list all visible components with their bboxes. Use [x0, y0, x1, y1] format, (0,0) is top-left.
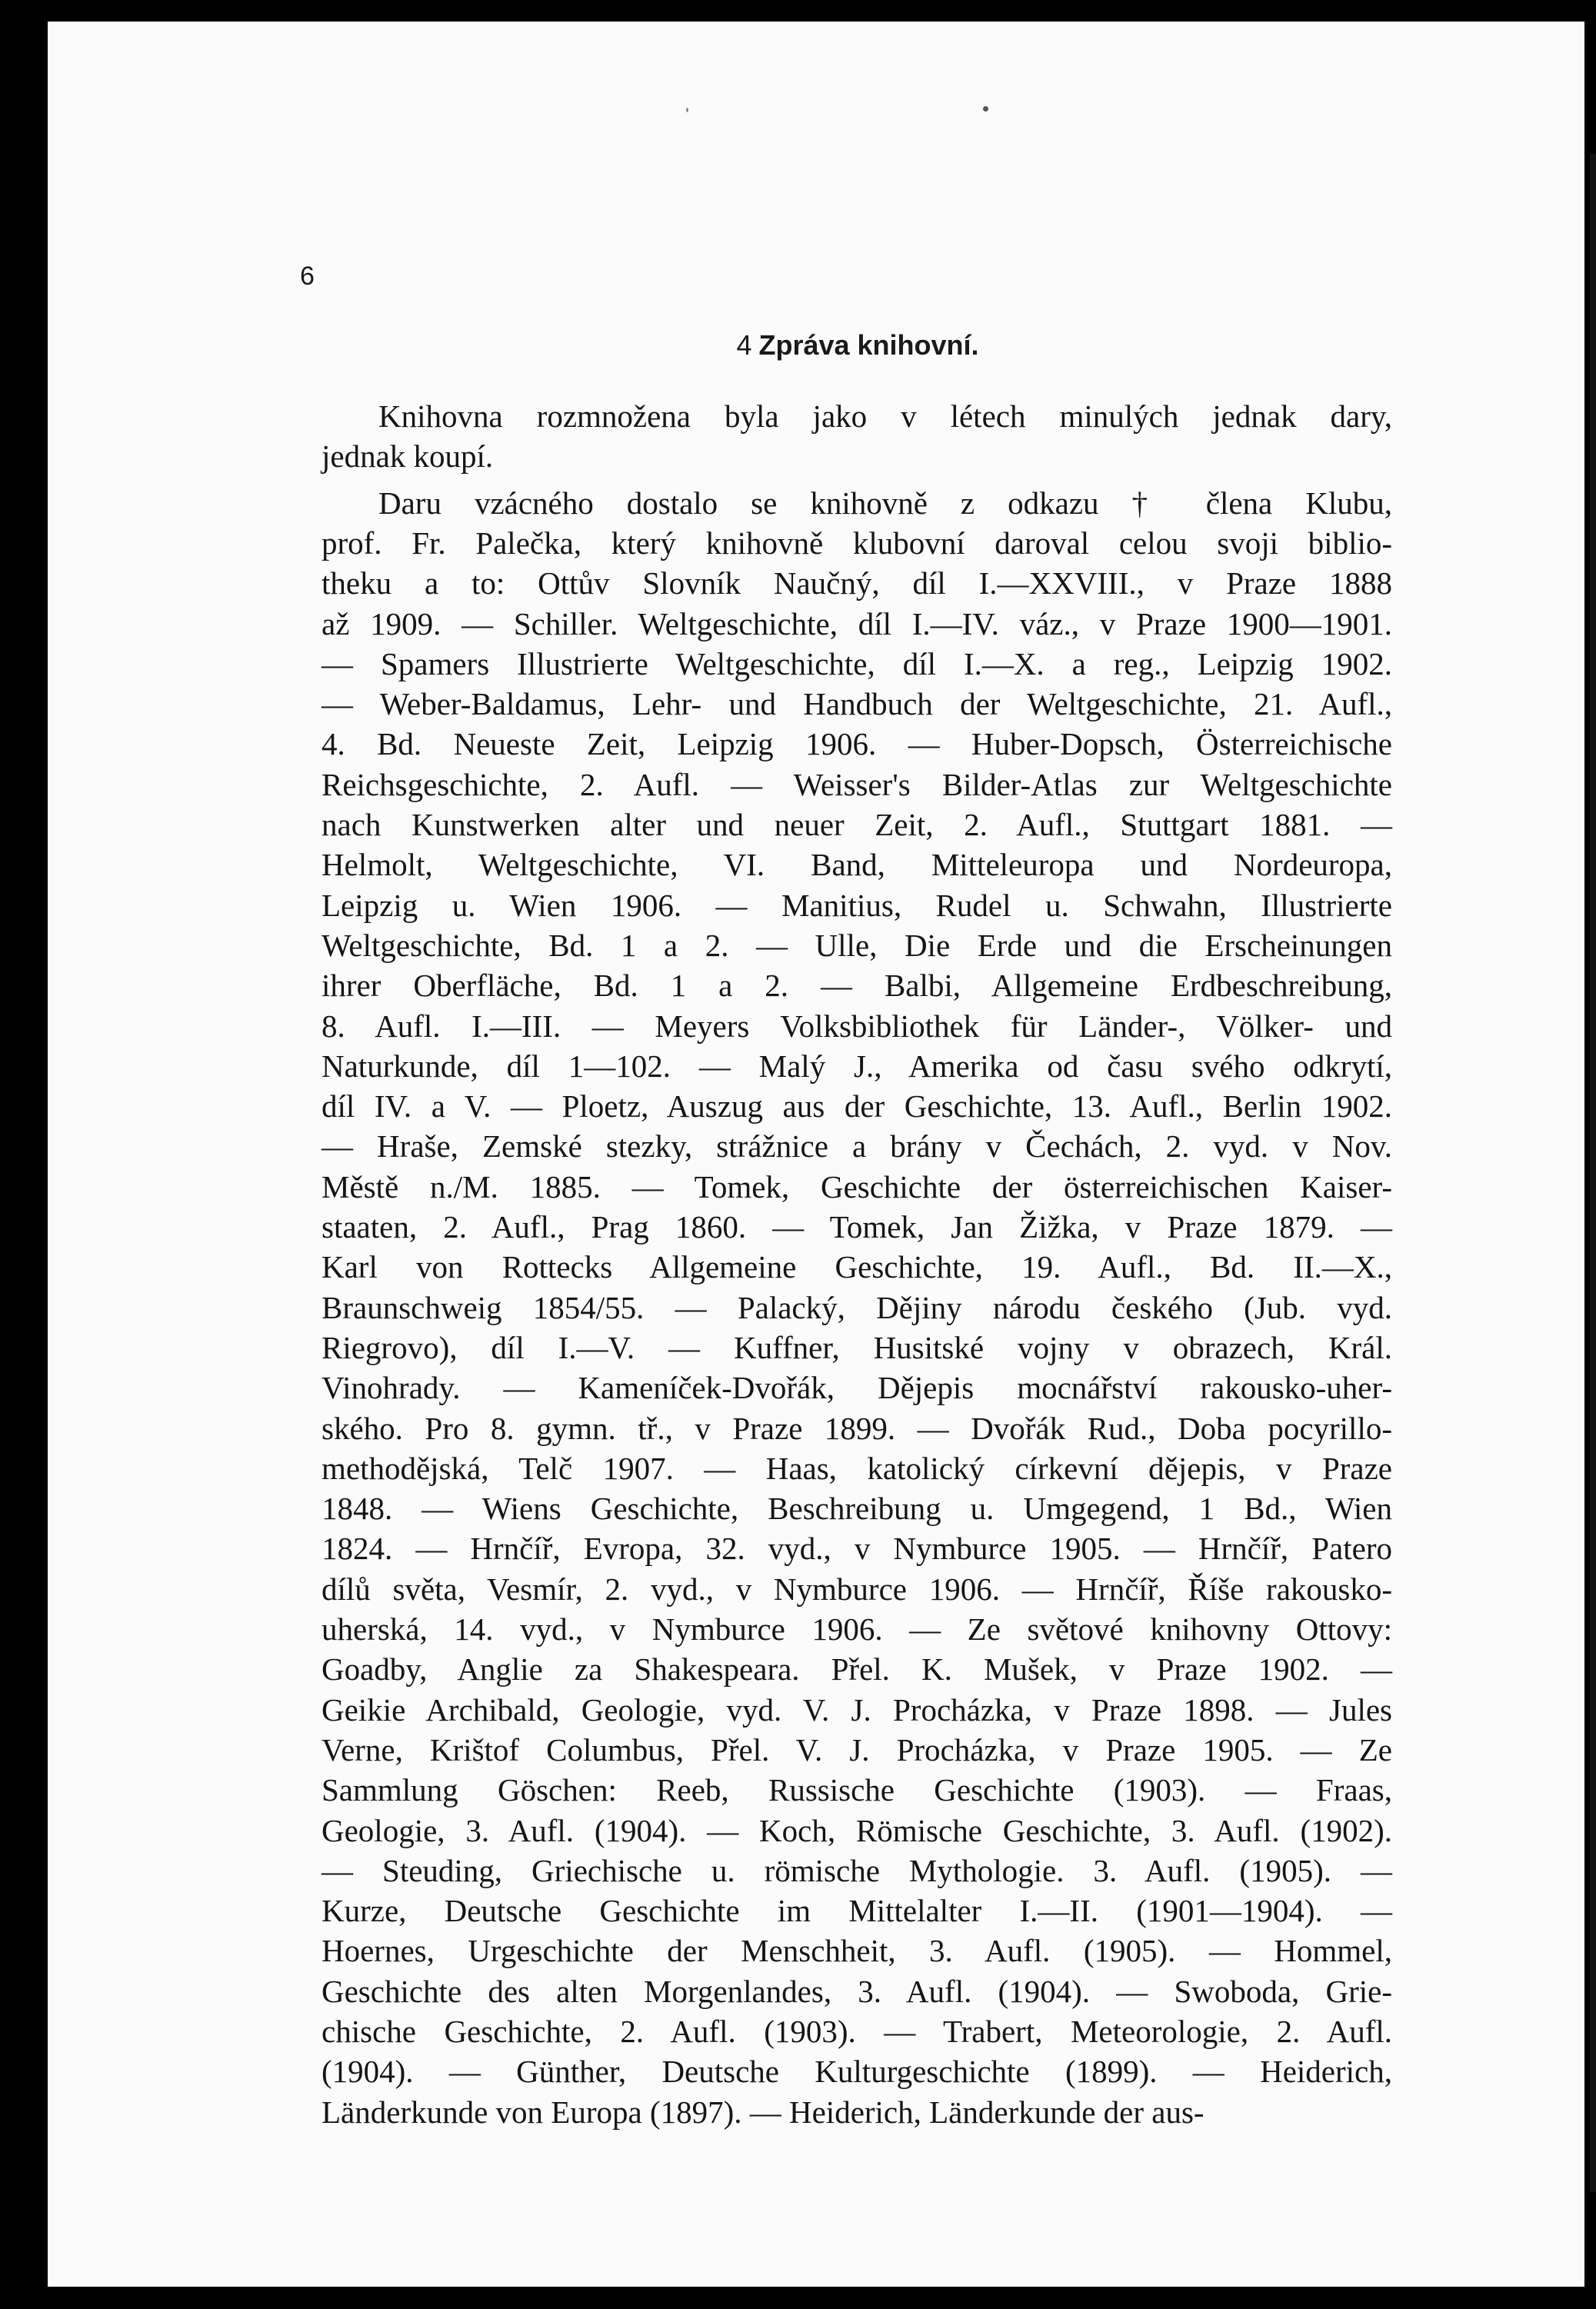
scan-edge [1590, 154, 1596, 2192]
text-line: Geschichte des alten Morgenlandes, 3. Aufl. (1904). — Swoboda, Grie- [322, 1974, 1392, 2009]
text-line: theku a to: Ottův Slovník Naučný, díl I.—XXVIII., v Praze 1888 [322, 565, 1392, 601]
text-line: methodějská, Telč 1907. — Haas, katolický církevní dějepis, v Praze [322, 1451, 1392, 1486]
text-line: Daru vzácného dostalo se knihovně z odkazu † člena Klubu, [378, 485, 1392, 521]
text-line: Naturkunde, díl 1—102. — Malý J., Amerika od času svého odkrytí, [322, 1048, 1392, 1084]
text-line: Goadby, Anglie za Shakespeara. Přel. K. Mušek, v Praze 1902. — [322, 1651, 1392, 1687]
section-title: Zpráva knihovní. [758, 329, 979, 361]
text-line: Knihovna rozmnožena byla jako v létech minulých jednak dary, [378, 398, 1392, 434]
text-line: Sammlung Göschen: Reeb, Russische Geschichte (1903). — Fraas, [322, 1772, 1392, 1808]
text-line: nach Kunstwerken alter und neuer Zeit, 2. Aufl., Stuttgart 1881. — [322, 807, 1392, 842]
text-line: ského. Pro 8. gymn. tř., v Praze 1899. — Dvořák Rud., Doba pocyrillo- [322, 1411, 1392, 1446]
text-line: díl IV. a V. — Ploetz, Auszug aus der Geschichte, 13. Aufl., Berlin 1902. [322, 1088, 1392, 1124]
text-line: Městě n./M. 1885. — Tomek, Geschichte der österreichischen Kaiser- [322, 1169, 1392, 1204]
section-number: 4 [736, 329, 752, 361]
text-line: Kurze, Deutsche Geschichte im Mittelalter I.—II. (1901—1904). — [322, 1893, 1392, 1928]
page-number: 6 [300, 262, 315, 291]
text-line: chische Geschichte, 2. Aufl. (1903). — Trabert, Meteorologie, 2. Aufl. [322, 2014, 1392, 2049]
text-line: Geologie, 3. Aufl. (1904). — Koch, Römische Geschichte, 3. Aufl. (1902). [322, 1813, 1392, 1848]
text-line: Braunschweig 1854/55. — Palacký, Dějiny národu českého (Jub. vyd. [322, 1290, 1392, 1325]
text-line: — Spamers Illustrierte Weltgeschichte, díl I.—X. a reg., Leipzig 1902. [322, 646, 1392, 681]
text-line: ihrer Oberfläche, Bd. 1 a 2. — Balbi, Allgemeine Erdbeschreibung, [322, 968, 1392, 1003]
text-line: prof. Fr. Palečka, který knihovně klubovní daroval celou svoji biblio- [322, 525, 1392, 561]
text-line: — Weber-Baldamus, Lehr- und Handbuch der Weltgeschichte, 21. Aufl., [322, 686, 1392, 721]
section-heading [315, 329, 1400, 362]
text-line: uherská, 14. vyd., v Nymburce 1906. — Ze světové knihovny Ottovy: [322, 1611, 1392, 1647]
text-line: Vinohrady. — Kameníček-Dvořák, Dějepis mocnářství rakousko-uher- [322, 1370, 1392, 1405]
text-line: (1904). — Günther, Deutsche Kulturgeschichte (1899). — Heiderich, [322, 2054, 1392, 2089]
text-line: 4. Bd. Neueste Zeit, Leipzig 1906. — Huber-Dopsch, Österreichische [322, 726, 1392, 761]
text-line: Helmolt, Weltgeschichte, VI. Band, Mitteleuropa und Nordeuropa, [322, 847, 1392, 882]
text-line: Leipzig u. Wien 1906. — Manitius, Rudel u. Schwahn, Illustrierte [322, 888, 1392, 923]
text-line: Reichsgeschichte, 2. Aufl. — Weisser's Bilder-Atlas zur Weltgeschichte [322, 767, 1392, 802]
text-line: 1824. — Hrnčíř, Evropa, 32. vyd., v Nymburce 1905. — Hrnčíř, Patero [322, 1531, 1392, 1566]
text-line: jednak koupí. [322, 438, 494, 474]
text-line: Länderkunde von Europa (1897). — Heiderich, Länderkunde der aus- [322, 2094, 1204, 2130]
text-line: Weltgeschichte, Bd. 1 a 2. — Ulle, Die Erde und die Erscheinungen [322, 928, 1392, 963]
text-line: 8. Aufl. I.—III. — Meyers Volksbibliothek für Länder-, Völker- und [322, 1008, 1392, 1044]
text-line: 1848. — Wiens Geschichte, Beschreibung u. Umgegend, 1 Bd., Wien [322, 1491, 1392, 1526]
text-line: až 1909. — Schiller. Weltgeschichte, díl I.—IV. váz., v Praze 1900—1901. [322, 606, 1392, 641]
text-line: Hoernes, Urgeschichte der Menschheit, 3. Aufl. (1905). — Hommel, [322, 1933, 1392, 1968]
text-line: Verne, Krištof Columbus, Přel. V. J. Procházka, v Praze 1905. — Ze [322, 1732, 1392, 1768]
print-speck [983, 106, 988, 112]
text-line: Riegrovo), díl I.—V. — Kuffner, Husitské vojny v obrazech, Král. [322, 1330, 1392, 1365]
text-line: Karl von Rottecks Allgemeine Geschichte, 19. Aufl., Bd. II.—X., [322, 1249, 1392, 1284]
print-speck [686, 108, 688, 112]
text-line: — Hraše, Zemské stezky, strážnice a brány v Čechách, 2. vyd. v Nov. [322, 1128, 1392, 1164]
text-line: Geikie Archibald, Geologie, vyd. V. J. Procházka, v Praze 1898. — Jules [322, 1692, 1392, 1728]
text-line: — Steuding, Griechische u. römische Mythologie. 3. Aufl. (1905). — [322, 1853, 1392, 1888]
text-line: staaten, 2. Aufl., Prag 1860. — Tomek, Jan Žižka, v Praze 1879. — [322, 1209, 1392, 1244]
text-line: dílů světa, Vesmír, 2. vyd., v Nymburce 1906. — Hrnčíř, Říše rakousko- [322, 1571, 1392, 1607]
